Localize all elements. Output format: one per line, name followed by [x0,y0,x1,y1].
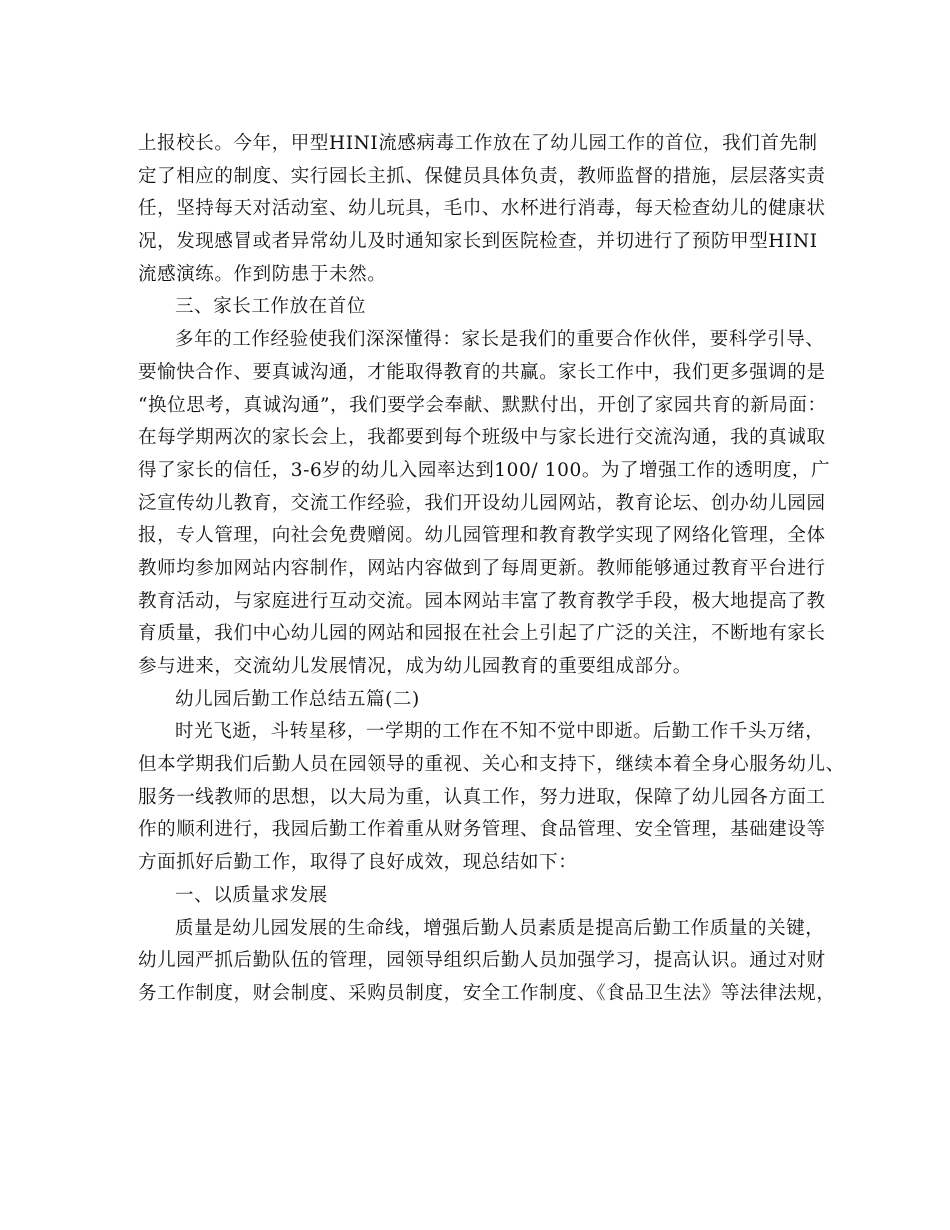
text-line: 定了相应的制度、实行园长主抓、保健员具体负责，教师监督的措施，层层落实责 [138,165,826,187]
text-line: 务工作制度，财会制度、采购员制度，安全工作制度、《食品卫生法》等法律法规， [138,982,836,1004]
text-line: 教育活动，与家庭进行互动交流。园本网站丰富了教育教学手段，极大地提高了教 [138,590,826,612]
text-line: 教师均参加网站内容制作，网站内容做到了每周更新。教师能够通过教育平台进行 [138,557,826,579]
text-line: 任，坚持每天对活动室、幼儿玩具，毛巾、水杯进行消毒，每天检查幼儿的健康状 [138,198,826,220]
text-line: 流感演练。作到防患于未然。 [138,263,387,285]
text-line: 作的顺利进行，我园后勤工作着重从财务管理、食品管理、安全管理，基础建设等 [138,819,826,841]
text-line: 服务一线教师的思想，以大局为重，认真工作，努力进取，保障了幼儿园各方面工 [138,786,826,808]
text-line: 幼儿园严抓后勤队伍的管理，园领导组织后勤人员加强学习，提高认识。通过对财 [138,950,826,972]
text-line: 幼儿园后勤工作总结五篇(二) [175,688,420,710]
text-line: 上报校长。今年，甲型HINI流感病毒工作放在了幼儿园工作的首位，我们首先制 [138,133,818,154]
text-line: 方面抓好后勤工作，取得了良好成效，现总结如下： [138,852,578,874]
document-body [138,128,845,1011]
text-line: “换位思考，真诚沟通”，我们要学会奉献、默默付出，开创了家园共育的新局面： [138,394,827,416]
text-line: 要愉快合作、要真诚沟通，才能取得教育的共赢。家长工作中，我们更多强调的是 [138,361,826,383]
text-line: 三、家长工作放在首位 [175,296,367,318]
text-line: 得了家长的信任，3-6岁的幼儿入园率达到100/ 100。为了增强工作的透明度，广 [138,459,831,481]
text-line: 多年的工作经验使我们深深懂得：家长是我们的重要合作伙伴，要科学引导、 [175,329,825,351]
text-line: 况，发现感冒或者异常幼儿及时通知家长到医院检查，并切进行了预防甲型HINI [138,231,818,253]
text-line: 参与进来，交流幼儿发展情况，成为幼儿园教育的重要组成部分。 [138,656,692,677]
text-line: 时光飞逝，斗转星移，一学期的工作在不知不觉中即逝。后勤工作千头万绪， [175,721,825,743]
text-line: 泛宣传幼儿教育，交流工作经验，我们开设幼儿园网站，教育论坛、创办幼儿园园 [138,492,826,514]
text-line: 质量是幼儿园发展的生命线，增强后勤人员素质是提高后勤工作质量的关键， [175,917,825,939]
text-line: 一、以质量求发展 [175,884,328,906]
text-line: 在每学期两次的家长会上，我都要到每个班级中与家长进行交流沟通，我的真诚取 [138,427,826,449]
text-line: 报，专人管理，向社会免费赠阅。幼儿园管理和教育教学实现了网络化管理，全体 [138,525,826,547]
text-line: 育质量，我们中心幼儿园的网站和园报在社会上引起了广泛的关注，不断地有家长 [138,623,826,645]
text-line: 但本学期我们后勤人员在园领导的重视、关心和支持下，继续本着全身心服务幼儿、 [138,754,845,776]
